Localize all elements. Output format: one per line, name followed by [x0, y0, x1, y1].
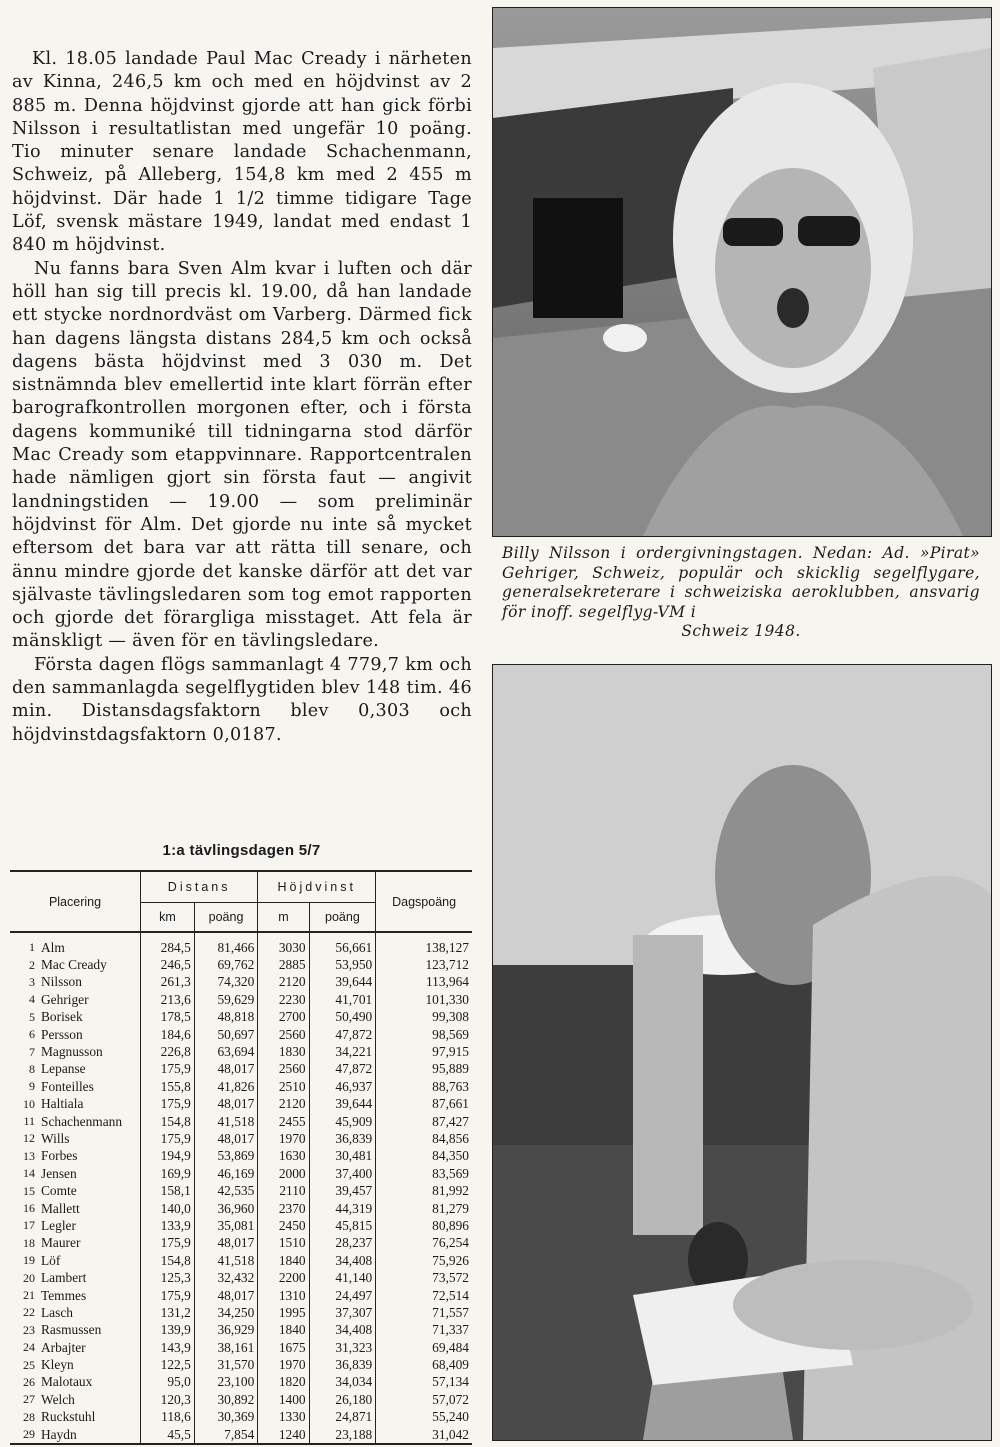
day-points: 98,569	[376, 1026, 472, 1043]
height-gain-m: 2560	[258, 1026, 309, 1043]
rank: 5	[29, 1009, 35, 1024]
pilot-name: Schachenmann	[41, 1113, 123, 1129]
rank: 23	[23, 1322, 35, 1337]
pilot-name: Fonteilles	[41, 1078, 94, 1094]
rank: 7	[29, 1044, 35, 1059]
pilot-name: Maurer	[41, 1235, 81, 1251]
distance-km: 154,8	[141, 1113, 195, 1130]
day-points: 71,557	[376, 1304, 472, 1321]
distance-points: 81,466	[194, 932, 257, 956]
article-body	[12, 48, 472, 747]
height-points: 34,221	[309, 1043, 376, 1060]
pilot-name: Borisek	[41, 1009, 83, 1025]
day-points: 76,254	[376, 1235, 472, 1252]
distance-points: 59,629	[194, 991, 257, 1008]
rank: 27	[23, 1392, 35, 1407]
height-gain-m: 3030	[258, 932, 309, 956]
height-gain-m: 2370	[258, 1200, 309, 1217]
height-points: 45,815	[309, 1217, 376, 1234]
height-points: 47,872	[309, 1026, 376, 1043]
table-row	[10, 1096, 472, 1113]
height-gain-m: 1840	[258, 1252, 309, 1269]
distance-points: 30,369	[194, 1409, 257, 1426]
distance-points: 63,694	[194, 1043, 257, 1060]
rank: 1	[29, 940, 35, 955]
rank: 22	[23, 1305, 35, 1320]
distance-km: 175,9	[141, 1130, 195, 1147]
day-points: 57,134	[376, 1374, 472, 1391]
table-row	[10, 1182, 472, 1199]
pilot-name: Forbes	[41, 1148, 78, 1164]
pilot-name: Wills	[41, 1130, 70, 1146]
day-points: 72,514	[376, 1287, 472, 1304]
height-points: 23,188	[309, 1426, 376, 1444]
table-title: 1:a tävlingsdagen 5/7	[162, 842, 321, 859]
height-gain-m: 1400	[258, 1391, 309, 1408]
pilot-name: Löf	[41, 1252, 61, 1268]
paragraph: Nu fanns bara Sven Alm kvar i luften och där höll han sig till precis kl. 19.00, då han landade ett stycke nordnordväst om Varberg. Därmed fick han dagens längsta distans 284,5 km och också dagens bästa höjdvinst med 3 030 m. Det sistnämnda blev emellertid inte klart förrän efter barografkontrollen morgonen efter, och i första dagens kommuniké till tidningarna stod därför Mac Cready som etappvinnare. Rapportcentralen hade nämligen gjort sin första faut — angivit landningstiden — 19.00 — som preliminär höjdvinst för Alm. Det gjorde nu inte så mycket eftersom det bara var att rätta till senare, och ännu mindre gjorde det kanske därför att det var självaste tävlingsledaren som tog emot rapporten och gjorde det förargliga misstaget. Att fela är mänskligt — även för en tävlingsledare.	[12, 258, 472, 652]
rank: 18	[23, 1235, 35, 1250]
height-gain-m: 2120	[258, 1096, 309, 1113]
rank: 6	[29, 1027, 35, 1042]
distance-km: 131,2	[141, 1304, 195, 1321]
distance-points: 41,826	[194, 1078, 257, 1095]
distance-points: 48,017	[194, 1096, 257, 1113]
rank: 14	[23, 1166, 35, 1181]
distance-points: 31,570	[194, 1356, 257, 1373]
table-row	[10, 1426, 472, 1444]
table-row	[10, 1043, 472, 1060]
day-points: 87,661	[376, 1096, 472, 1113]
distance-points: 48,818	[194, 1009, 257, 1026]
height-points: 28,237	[309, 1235, 376, 1252]
table-row	[10, 1009, 472, 1026]
distance-km: 246,5	[141, 956, 195, 973]
rank: 8	[29, 1061, 35, 1076]
distance-km: 154,8	[141, 1252, 195, 1269]
table-row	[10, 1304, 472, 1321]
distance-points: 46,169	[194, 1165, 257, 1182]
height-gain-m: 1995	[258, 1304, 309, 1321]
day-points: 57,072	[376, 1391, 472, 1408]
distance-km: 122,5	[141, 1356, 195, 1373]
height-gain-m: 1840	[258, 1322, 309, 1339]
height-gain-m: 2110	[258, 1182, 309, 1199]
rank: 28	[23, 1409, 35, 1424]
header-placering: Placering	[10, 871, 141, 932]
pilot-name: Welch	[41, 1391, 75, 1407]
height-gain-m: 2510	[258, 1078, 309, 1095]
distance-km: 158,1	[141, 1182, 195, 1199]
rank: 24	[23, 1340, 35, 1355]
distance-km: 169,9	[141, 1165, 195, 1182]
distance-points: 41,518	[194, 1252, 257, 1269]
distance-points: 23,100	[194, 1374, 257, 1391]
pilot-name: Mac Cready	[41, 957, 107, 973]
rank: 3	[29, 974, 35, 989]
height-gain-m: 2455	[258, 1113, 309, 1130]
height-gain-m: 1830	[258, 1043, 309, 1060]
day-points: 71,337	[376, 1322, 472, 1339]
rank: 19	[23, 1253, 35, 1268]
pilot-name: Mallett	[41, 1200, 80, 1216]
day-points: 84,856	[376, 1130, 472, 1147]
height-gain-m: 2120	[258, 974, 309, 991]
day-points: 81,279	[376, 1200, 472, 1217]
rank: 9	[29, 1079, 35, 1094]
table-row	[10, 932, 472, 956]
distance-points: 74,320	[194, 974, 257, 991]
distance-points: 69,762	[194, 956, 257, 973]
header-dagspoang: Dagspoäng	[376, 871, 472, 932]
header-m: m	[258, 903, 309, 933]
height-gain-m: 1510	[258, 1235, 309, 1252]
pilot-name: Lepanse	[41, 1061, 86, 1077]
distance-km: 184,6	[141, 1026, 195, 1043]
distance-km: 125,3	[141, 1269, 195, 1286]
pilot-name: Arbajter	[41, 1339, 86, 1355]
day-points: 99,308	[376, 1009, 472, 1026]
rank: 13	[23, 1148, 35, 1163]
distance-points: 36,960	[194, 1200, 257, 1217]
height-points: 31,323	[309, 1339, 376, 1356]
distance-km: 139,9	[141, 1322, 195, 1339]
day-points: 75,926	[376, 1252, 472, 1269]
caption-main: Billy Nilsson i ordergivningstagen. Nedan: Ad. »Pirat» Gehriger, Schweiz, populär och skicklig segelflygare, generalsekreterare i schweiziska aeroklubben, ansvarig för inoff. segelflyg-VM i	[502, 544, 980, 621]
distance-km: 194,9	[141, 1148, 195, 1165]
table-row	[10, 1252, 472, 1269]
pilot-name: Comte	[41, 1183, 77, 1199]
table-row	[10, 1130, 472, 1147]
day-points: 69,484	[376, 1339, 472, 1356]
distance-km: 178,5	[141, 1009, 195, 1026]
height-gain-m: 1310	[258, 1287, 309, 1304]
paragraph: Första dagen flögs sammanlagt 4 779,7 km och den sammanlagda segelflygtiden blev 148 tim. 46 min. Distansdagsfaktorn blev 0,303 och höjdvinstdagsfaktorn 0,0187.	[12, 654, 472, 745]
header-distans: Distans	[141, 871, 258, 903]
table-row	[10, 1078, 472, 1095]
day-points: 31,042	[376, 1426, 472, 1444]
distance-km: 226,8	[141, 1043, 195, 1060]
header-km: km	[141, 903, 195, 933]
distance-points: 50,697	[194, 1026, 257, 1043]
header-poang-distans: poäng	[194, 903, 257, 933]
distance-points: 35,081	[194, 1217, 257, 1234]
height-points: 24,497	[309, 1287, 376, 1304]
distance-points: 7,854	[194, 1426, 257, 1444]
distance-km: 155,8	[141, 1078, 195, 1095]
height-points: 34,408	[309, 1252, 376, 1269]
pilot-name: Nilsson	[41, 974, 82, 990]
pilot-name: Gehriger	[41, 991, 89, 1007]
distance-points: 48,017	[194, 1130, 257, 1147]
distance-points: 41,518	[194, 1113, 257, 1130]
distance-km: 175,9	[141, 1235, 195, 1252]
pilot-name: Haydn	[41, 1426, 77, 1442]
height-points: 26,180	[309, 1391, 376, 1408]
height-points: 39,457	[309, 1182, 376, 1199]
pilot-name: Temmes	[41, 1287, 87, 1303]
day-points: 55,240	[376, 1409, 472, 1426]
distance-km: 261,3	[141, 974, 195, 991]
day-points: 101,330	[376, 991, 472, 1008]
distance-km: 133,9	[141, 1217, 195, 1234]
height-points: 53,950	[309, 956, 376, 973]
day-points: 113,964	[376, 974, 472, 991]
pilot-name: Alm	[41, 939, 65, 955]
distance-km: 95,0	[141, 1374, 195, 1391]
day-points: 97,915	[376, 1043, 472, 1060]
distance-points: 42,535	[194, 1182, 257, 1199]
height-gain-m: 1330	[258, 1409, 309, 1426]
table-row	[10, 991, 472, 1008]
table-body	[10, 932, 472, 1444]
table-row	[10, 1200, 472, 1217]
distance-points: 32,432	[194, 1269, 257, 1286]
table-row	[10, 1026, 472, 1043]
table-row	[10, 1113, 472, 1130]
height-points: 44,319	[309, 1200, 376, 1217]
rank: 2	[29, 957, 35, 972]
height-points: 36,839	[309, 1130, 376, 1147]
day-points: 123,712	[376, 956, 472, 973]
rank: 21	[23, 1288, 35, 1302]
table-row	[10, 1374, 472, 1391]
height-gain-m: 2450	[258, 1217, 309, 1234]
table-row	[10, 1061, 472, 1078]
distance-km: 175,9	[141, 1096, 195, 1113]
distance-points: 48,017	[194, 1235, 257, 1252]
height-points: 30,481	[309, 1148, 376, 1165]
height-gain-m: 2000	[258, 1165, 309, 1182]
height-points: 37,307	[309, 1304, 376, 1321]
distance-points: 38,161	[194, 1339, 257, 1356]
height-points: 41,140	[309, 1269, 376, 1286]
day-points: 138,127	[376, 932, 472, 956]
rank: 15	[23, 1183, 35, 1198]
pilot-name: Haltiala	[41, 1096, 84, 1112]
distance-points: 34,250	[194, 1304, 257, 1321]
distance-km: 284,5	[141, 932, 195, 956]
height-points: 47,872	[309, 1061, 376, 1078]
pilot-name: Jensen	[41, 1165, 77, 1181]
table-row	[10, 1322, 472, 1339]
rank: 29	[23, 1427, 35, 1442]
day-points: 68,409	[376, 1356, 472, 1373]
day-points: 84,350	[376, 1148, 472, 1165]
distance-km: 120,3	[141, 1391, 195, 1408]
height-points: 34,408	[309, 1322, 376, 1339]
header-poang-hojd: poäng	[309, 903, 376, 933]
rank: 12	[23, 1131, 35, 1146]
height-gain-m: 1970	[258, 1356, 309, 1373]
height-gain-m: 1820	[258, 1374, 309, 1391]
height-gain-m: 1970	[258, 1130, 309, 1147]
height-gain-m: 2560	[258, 1061, 309, 1078]
caption-last-line: Schweiz 1948.	[681, 622, 801, 640]
table-row	[10, 1391, 472, 1408]
height-gain-m: 1240	[258, 1426, 309, 1444]
height-points: 56,661	[309, 932, 376, 956]
rank: 20	[23, 1270, 35, 1285]
height-gain-m: 2230	[258, 991, 309, 1008]
distance-km: 175,9	[141, 1061, 195, 1078]
photo-pilot-cockpit	[492, 7, 992, 537]
table-row	[10, 1165, 472, 1182]
height-gain-m: 1630	[258, 1148, 309, 1165]
distance-km: 118,6	[141, 1409, 195, 1426]
pilot-name: Magnusson	[41, 1044, 103, 1060]
day-points: 87,427	[376, 1113, 472, 1130]
table-row	[10, 1339, 472, 1356]
height-points: 39,644	[309, 1096, 376, 1113]
distance-km: 45,5	[141, 1426, 195, 1444]
table-row	[10, 1269, 472, 1286]
distance-points: 48,017	[194, 1061, 257, 1078]
table-row	[10, 1235, 472, 1252]
height-points: 46,937	[309, 1078, 376, 1095]
day-points: 95,889	[376, 1061, 472, 1078]
rank: 17	[23, 1218, 35, 1233]
table-row	[10, 1217, 472, 1234]
pilot-name: Ruckstuhl	[41, 1409, 96, 1425]
rank: 10	[23, 1096, 35, 1111]
distance-km: 143,9	[141, 1339, 195, 1356]
pilot-name: Kleyn	[41, 1357, 74, 1373]
table-row	[10, 974, 472, 991]
height-gain-m: 2700	[258, 1009, 309, 1026]
height-points: 45,909	[309, 1113, 376, 1130]
pilot-name: Rasmussen	[41, 1322, 102, 1338]
height-points: 36,839	[309, 1356, 376, 1373]
height-points: 37,400	[309, 1165, 376, 1182]
distance-km: 140,0	[141, 1200, 195, 1217]
table-row	[10, 1148, 472, 1165]
distance-km: 213,6	[141, 991, 195, 1008]
height-points: 50,490	[309, 1009, 376, 1026]
height-points: 24,871	[309, 1409, 376, 1426]
day-points: 80,896	[376, 1217, 472, 1234]
height-points: 41,701	[309, 991, 376, 1008]
rank: 26	[23, 1374, 35, 1389]
header-hojdvinst: Höjdvinst	[258, 871, 376, 903]
rank: 25	[23, 1357, 35, 1372]
distance-points: 48,017	[194, 1287, 257, 1304]
rank: 16	[23, 1201, 35, 1216]
pilot-name: Lasch	[41, 1304, 73, 1320]
height-gain-m: 2885	[258, 956, 309, 973]
height-gain-m: 2200	[258, 1269, 309, 1286]
distance-points: 53,869	[194, 1148, 257, 1165]
paragraph: Kl. 18.05 landade Paul Mac Cready i närheten av Kinna, 246,5 km och med en höjdvinst av 2 885 m. Denna höjdvinst gjorde att han gick förbi Nilsson i resultatlistan med ungefär 10 poäng. Tio minuter senare landade Schachenmann, Schweiz, på Alleberg, 154,8 km med 2 455 m höjdvinst. Där hade 1 1/2 timme tidigare Tage Löf, svensk mästare 1949, landat med endast 1 840 m höjdvinst.	[12, 49, 472, 256]
table-row	[10, 1287, 472, 1304]
height-points: 34,034	[309, 1374, 376, 1391]
day-points: 81,992	[376, 1182, 472, 1199]
table-row	[10, 1409, 472, 1426]
day-points: 88,763	[376, 1078, 472, 1095]
distance-points: 36,929	[194, 1322, 257, 1339]
distance-points: 30,892	[194, 1391, 257, 1408]
results-table	[10, 870, 472, 1445]
photo-caption	[502, 544, 980, 642]
pilot-name: Legler	[41, 1217, 76, 1233]
rank: 4	[29, 992, 35, 1007]
rank: 11	[23, 1114, 35, 1129]
table-row	[10, 1356, 472, 1373]
photo-gehriger	[492, 664, 992, 1441]
pilot-name: Lambert	[41, 1270, 87, 1286]
pilot-name: Malotaux	[41, 1374, 93, 1390]
pilot-name: Persson	[41, 1026, 83, 1042]
table-row	[10, 956, 472, 973]
height-gain-m: 1675	[258, 1339, 309, 1356]
distance-km: 175,9	[141, 1287, 195, 1304]
day-points: 83,569	[376, 1165, 472, 1182]
height-points: 39,644	[309, 974, 376, 991]
day-points: 73,572	[376, 1269, 472, 1286]
